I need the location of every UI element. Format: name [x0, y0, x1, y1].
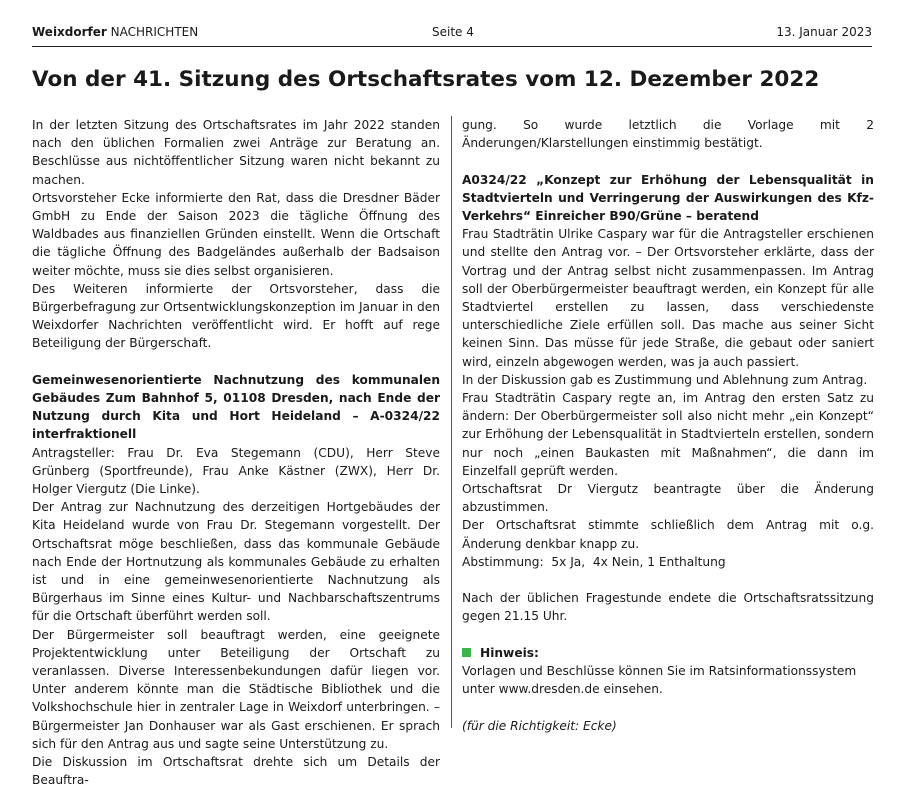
column-divider — [451, 116, 452, 728]
paragraph: Der Antrag zur Nachnutzung des derzeitigen Hortgebäudes der Kita Heideland wurde von Frau Dr. Stegemann vorgestellt. Der Ortschaftsrat möge beschließen, dass das kommunale Gebäude nach Ende der Hortnutzung als kommunales Gebäude zu erhalten ist und in eine gemeinwesenorientierte Nachnutzung als Bürgerhaus im Sinne eines Kultur- und Nachbarschaftszentrums für die Ortschaft überführt werden soll. — [32, 500, 440, 624]
paragraph: gung. So wurde letztlich die Vorlage mit 2 Änderungen/Klarstellungen einstimmig bestätigt. — [462, 118, 874, 151]
paragraph: Die Diskussion im Ortschaftsrat drehte sich um Details der Beauftra- — [32, 755, 440, 788]
issue-date: 13. Januar 2023 — [776, 25, 872, 39]
paragraph: Des Weiteren informierte der Ortsvorsteher, dass die Bürgerbefragung zur Ortsentwicklungskonzeption im Januar in den Weixdorfer Nachrichten veröffentlicht wird. Er hofft auf rege Beteiligung der Bürgerschaft. — [32, 281, 440, 351]
paragraph: Nach der üblichen Fragestunde endete die Ortschaftsratssitzung gegen 21.15 Uhr. — [462, 591, 874, 624]
paragraph: Der Ortschaftsrat stimmte schließlich dem Antrag mit o.g. Änderung denkbar knapp zu. — [462, 518, 874, 551]
paragraph: Frau Stadträtin Ulrike Caspary war für die Antragsteller erschienen und stellte den Antrag vor. – Der Ortsvorsteher erklärte, dass der Vortrag und der Antrag selbst nicht zusammenpassen. Im Antrag soll der Oberbürgermeister beauftragt werden, ein Konzept für alle Stadtviertel erstellen zu lassen, dass verschiedenste unterschiedliche Ziele erfüllen soll. Das mache aus seiner Sicht keinen Sinn. Das müsse für jede Straße, die gebaut oder saniert wird, einzeln abgewogen werden, was ja auch passiert. — [462, 227, 874, 369]
section-heading: Gemeinwesenorientierte Nachnutzung des kommunalen Gebäudes Zum Bahnhof 5, 01108 Dresden, nach Ende der Nutzung durch Kita und Hort Heideland – A-0324/22 interfraktionell — [32, 372, 440, 442]
article-title: Von der 41. Sitzung des Ortschaftsrates vom 12. Dezember 2022 — [32, 67, 820, 92]
page-number: Seite 4 — [432, 25, 474, 39]
note-text: Vorlagen und Beschlüsse können Sie im Ratsinformationssystem unter www.dresden.de einsehen. — [462, 664, 857, 697]
note-heading: Hinweis: — [462, 644, 874, 662]
column-right — [462, 116, 874, 735]
paragraph: Frau Stadträtin Caspary regte an, im Antrag den ersten Satz zu ändern: Der Oberbürgermeister soll also nicht mehr „ein Konzept“ zur Erhöhung der Lebensqualität in Stadtvierteln erstellen, sondern nur noch „einen Baukasten mit Maßnahmen“, die dann im Einzelfall geprüft werden. — [462, 391, 874, 478]
vote-result: Abstimmung: 5x Ja, 4x Nein, 1 Enthaltung — [462, 554, 726, 569]
publication-name: Weixdorfer NACHRICHTEN — [32, 25, 199, 39]
page-header — [32, 24, 872, 47]
paragraph: In der letzten Sitzung des Ortschaftsrates im Jahr 2022 standen nach den üblichen Formalien zwei Anträge zur Beratung an. Beschlüsse aus nichtöffentlicher Sitzung waren nicht bekannt zu machen. — [32, 118, 440, 187]
paragraph: Der Bürgermeister soll beauftragt werden, eine geeignete Projektentwicklung unter Beteiligung der Ortschaft zu veranlassen. Diverse Interessenbekundungen dafür liegen vor. Unter anderem könnte man die Städtische Bibliothek und die Volkshochschule hier in zentraler Lage in Weixdorf unterbringen. – Bürgermeister Jan Donhauser war als Gast erschienen. Er sprach sich für den Antrag aus und sagte seine Unterstützung zu. — [32, 627, 440, 751]
column-left — [32, 116, 440, 790]
paragraph: In der Diskussion gab es Zustimmung und Ablehnung zum Antrag. — [462, 372, 868, 387]
signature: (für die Richtigkeit: Ecke) — [462, 718, 617, 733]
green-square-icon — [462, 648, 471, 657]
paragraph: Antragsteller: Frau Dr. Eva Stegemann (CDU), Herr Steve Grünberg (Sportfreunde), Frau Anke Kästner (ZWX), Herr Dr. Holger Viergutz (Die Linke). — [32, 445, 440, 497]
paragraph: Ortsvorsteher Ecke informierte den Rat, dass die Dresdner Bäder GmbH zu Ende der Saison 2023 die tägliche Öffnung des Waldbades aus finanziellen Gründen einstellt. Wenn die Ortschaft die tägliche Öffnung des Badgeländes außerhalb der Badsaison weiter möchte, muss sie dies selbst organisieren. — [32, 190, 440, 278]
section-heading: A0324/22 „Konzept zur Erhöhung der Lebensqualität in Stadtvierteln und Verringerung der Auswirkungen des Kfz-Verkehrs“ Einreicher B90/Grüne – beratend — [462, 172, 874, 223]
paragraph: Ortschaftsrat Dr Viergutz beantragte über die Änderung abzustimmen. — [462, 482, 874, 515]
